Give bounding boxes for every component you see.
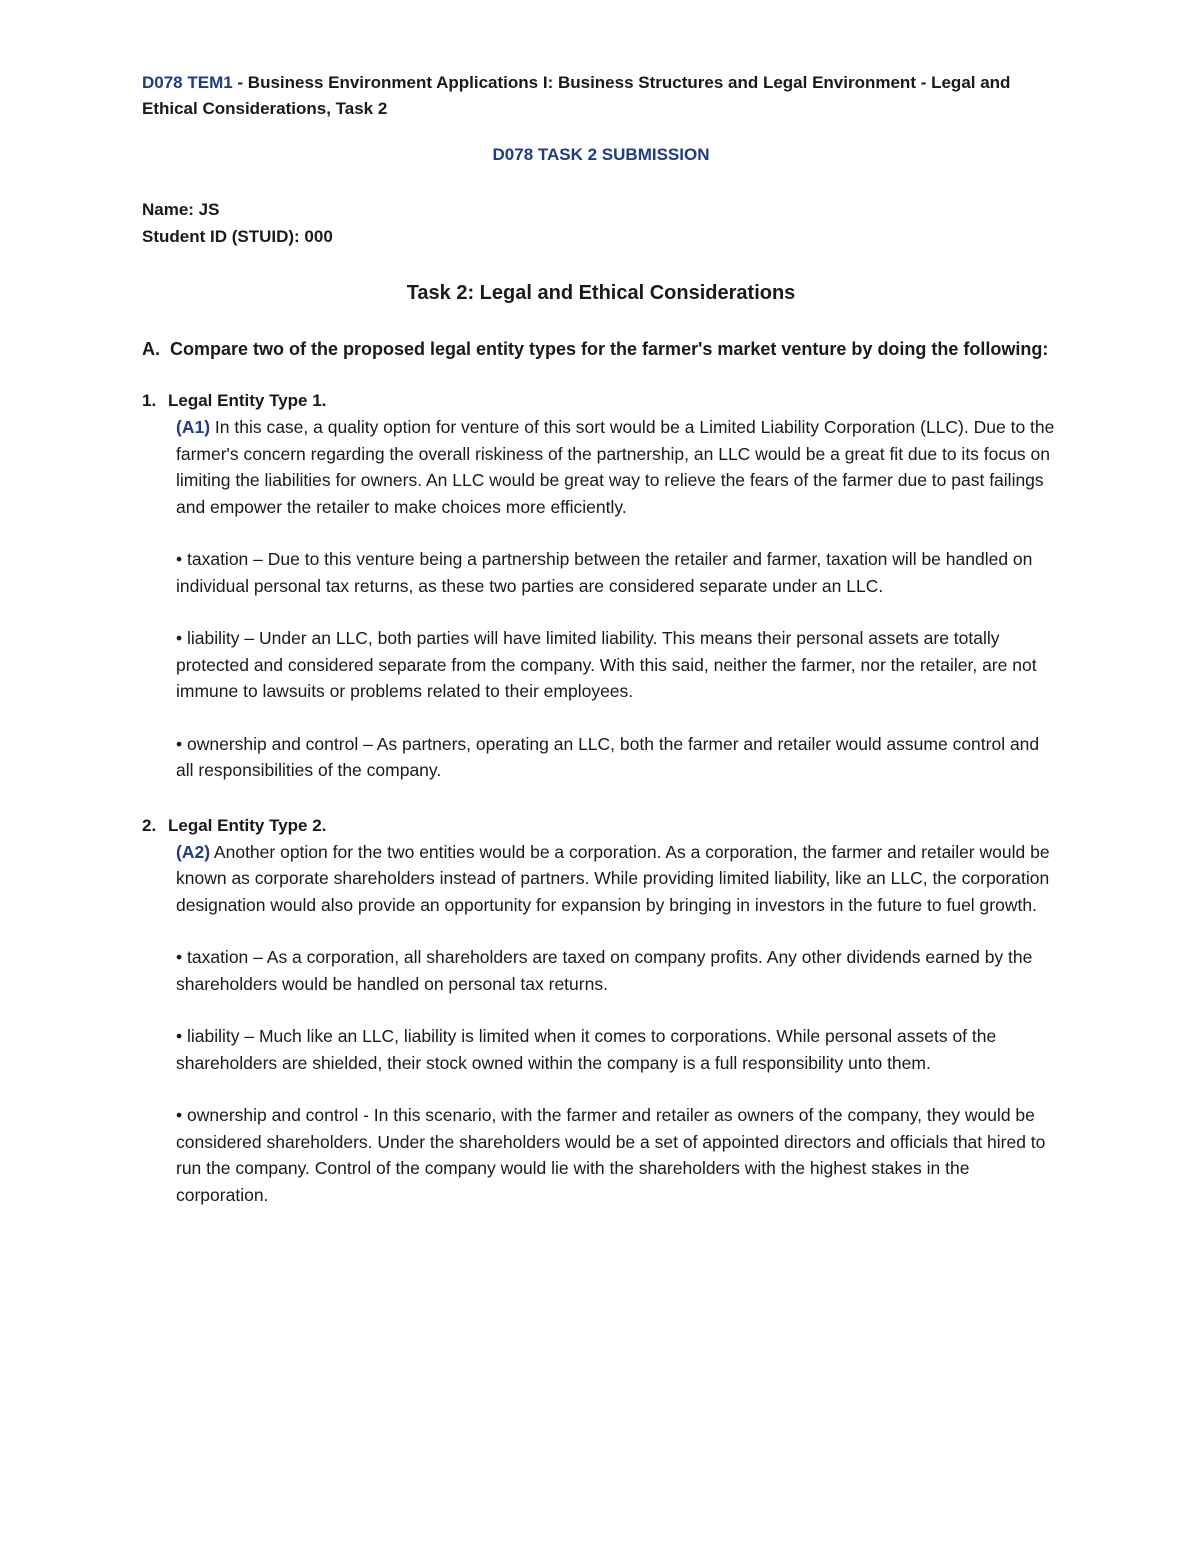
student-name: Name: JS bbox=[142, 200, 220, 219]
student-info bbox=[142, 196, 1060, 250]
entity-1-ownership: • ownership and control – As partners, operating an LLC, both the farmer and retailer would assume control and all responsibilities of the company. bbox=[176, 733, 1040, 780]
entity-2-tag: (A2) bbox=[176, 841, 211, 862]
document-header bbox=[142, 70, 1060, 122]
entity-1-tag: (A1) bbox=[176, 417, 211, 437]
entity-1-taxation: • taxation – Due to this venture being a partnership between the retailer and farmer, taxation will be handled on individual personal tax returns, as these two parties are considered separate under an LLC. bbox=[176, 549, 1033, 596]
entity-1-intro bbox=[176, 414, 1060, 520]
entity-1-liability: • liability – Under an LLC, both parties will have limited liability. This means their personal assets are totally protected and considered separate from the company. With this said, neither the farmer, nor the retailer, are not immune to lawsuits or problems related to their employees. bbox=[176, 628, 1037, 701]
entity-2-body bbox=[176, 839, 1060, 1209]
section-a-label: A. bbox=[142, 339, 160, 359]
entity-2-intro-text: Another option for the two entities would be a corporation. As a corporation, the farmer and retailer would be known as corporate shareholders instead of partners. While providing limited liability, like an LLC, the corporation designation would also provide an opportunity for expansion by bringing in investors in the future to fuel growth. bbox=[176, 841, 1050, 915]
header-title: - Business Environment Applications I: Business Structures and Legal Environment - Legal and Ethical Considerations, Task 2 bbox=[142, 73, 1011, 118]
entity-2-liability: • liability – Much like an LLC, liability is limited when it comes to corporations. While personal assets of the shareholders are shielded, their stock owned within the company is a full responsibility unto them. bbox=[176, 1026, 997, 1073]
entity-1-body bbox=[176, 414, 1060, 784]
entity-2-number: 2. bbox=[142, 815, 157, 835]
entity-2-heading bbox=[142, 812, 1060, 839]
entity-2-title: Legal Entity Type 2. bbox=[168, 815, 327, 835]
section-a-text: Compare two of the proposed legal entity types for the farmer's market venture by doing the following: bbox=[170, 339, 1049, 359]
course-code: D078 TEM1 bbox=[142, 73, 233, 92]
submission-title: D078 TASK 2 SUBMISSION bbox=[492, 145, 710, 164]
section-a-heading bbox=[142, 336, 1060, 363]
student-id: Student ID (STUID): 000 bbox=[142, 227, 333, 246]
entity-1-number: 1. bbox=[142, 391, 157, 410]
entity-1-title: Legal Entity Type 1. bbox=[168, 391, 327, 410]
entity-1-heading bbox=[142, 387, 1060, 414]
task-title: Task 2: Legal and Ethical Considerations bbox=[406, 282, 796, 304]
entity-2-intro bbox=[176, 839, 1060, 919]
entity-2-taxation: • taxation – As a corporation, all shareholders are taxed on company profits. Any other dividends earned by the shareholders would be handled on personal tax returns. bbox=[176, 947, 1033, 994]
entity-2-ownership: • ownership and control - In this scenario, with the farmer and retailer as owners of the company, they would be considered shareholders. Under the shareholders would be a set of appointed directors and officials that hired to run the company. Control of the company would lie with the shareholders with the highest stakes in the corporation. bbox=[176, 1105, 1046, 1205]
entity-1-intro-text: In this case, a quality option for venture of this sort would be a Limited Liability Corporation (LLC). Due to the farmer's concern regarding the overall riskiness of the partnership, an LLC would be a great fit due to its focus on limiting the liabilities for owners. An LLC would be great way to relieve the fears of the farmer due to past failings and empower the retailer to make choices more efficiently. bbox=[176, 417, 1055, 517]
